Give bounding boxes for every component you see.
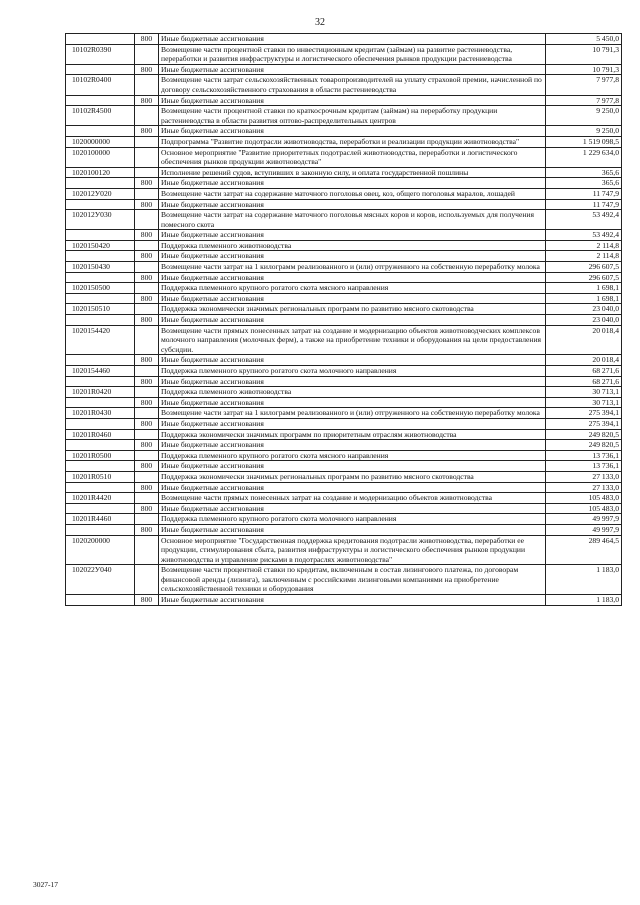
- expense-type-cell: [135, 240, 159, 251]
- amount-cell: 23 040,0: [546, 315, 622, 326]
- code-cell: [66, 34, 135, 45]
- code-cell: 10201R0430: [66, 408, 135, 419]
- description-cell: Иные бюджетные ассигнования: [159, 272, 546, 283]
- code-cell: 1020150420: [66, 240, 135, 251]
- code-cell: [66, 64, 135, 75]
- amount-cell: 2 114,8: [546, 240, 622, 251]
- table-row: [66, 355, 622, 366]
- expense-type-cell: 800: [135, 355, 159, 366]
- amount-cell: 10 791,3: [546, 44, 622, 64]
- amount-cell: 1 183,0: [546, 595, 622, 606]
- expense-type-cell: 800: [135, 315, 159, 326]
- amount-cell: 20 018,4: [546, 325, 622, 355]
- table-row: [66, 408, 622, 419]
- amount-cell: 275 394,1: [546, 408, 622, 419]
- description-cell: Возмещение части процентной ставки по инвестиционным кредитам (займам) на развитие растениеводства, переработки и развития инфраструктуры и логистического обеспечения рынков продукции растениеводства: [159, 44, 546, 64]
- expense-type-cell: [135, 493, 159, 504]
- description-cell: Иные бюджетные ассигнования: [159, 461, 546, 472]
- description-cell: Возмещение части процентной ставки по краткосрочным кредитам (займам) на переработку продукции растениеводства в области развития оптово-распределительных центров: [159, 106, 546, 126]
- description-cell: Иные бюджетные ассигнования: [159, 178, 546, 189]
- amount-cell: 13 736,1: [546, 450, 622, 461]
- table-row: [66, 178, 622, 189]
- description-cell: Поддержка племенного крупного рогатого скота молочного направления: [159, 514, 546, 525]
- code-cell: 102012У020: [66, 188, 135, 199]
- expense-type-cell: [135, 535, 159, 565]
- expense-type-cell: [135, 565, 159, 595]
- code-cell: [66, 272, 135, 283]
- expense-type-cell: [135, 106, 159, 126]
- expense-type-cell: 800: [135, 482, 159, 493]
- code-cell: 10201R0510: [66, 471, 135, 482]
- table-row: [66, 595, 622, 606]
- amount-cell: 289 464,5: [546, 535, 622, 565]
- table-row: [66, 304, 622, 315]
- amount-cell: 1 698,1: [546, 293, 622, 304]
- expense-type-cell: [135, 136, 159, 147]
- code-cell: [66, 315, 135, 326]
- table-row: [66, 429, 622, 440]
- expense-type-cell: 800: [135, 230, 159, 241]
- expense-type-cell: [135, 325, 159, 355]
- expense-type-cell: 800: [135, 126, 159, 137]
- code-cell: [66, 230, 135, 241]
- table-row: [66, 283, 622, 294]
- code-cell: 1020150500: [66, 283, 135, 294]
- description-cell: Иные бюджетные ассигнования: [159, 293, 546, 304]
- amount-cell: 365,6: [546, 178, 622, 189]
- amount-cell: 30 713,1: [546, 397, 622, 408]
- description-cell: Иные бюджетные ассигнования: [159, 95, 546, 106]
- table-row: [66, 565, 622, 595]
- table-row: [66, 136, 622, 147]
- description-cell: Возмещение части прямых понесенных затрат на создание и модернизацию объектов животноводства: [159, 493, 546, 504]
- description-cell: Поддержка племенного животноводства: [159, 240, 546, 251]
- expense-type-cell: [135, 450, 159, 461]
- expense-type-cell: [135, 514, 159, 525]
- description-cell: Возмещение части затрат на 1 килограмм реализованного и (или) отгруженного на собственную переработку молока: [159, 408, 546, 419]
- code-cell: [66, 461, 135, 472]
- expense-type-cell: [135, 44, 159, 64]
- expense-type-cell: 800: [135, 397, 159, 408]
- code-cell: [66, 376, 135, 387]
- amount-cell: 2 114,8: [546, 251, 622, 262]
- page-number: 32: [315, 17, 325, 28]
- description-cell: Поддержка экономически значимых программ по приоритетным отраслям животноводства: [159, 429, 546, 440]
- expense-type-cell: [135, 283, 159, 294]
- description-cell: Поддержка племенного крупного рогатого скота молочного направления: [159, 366, 546, 377]
- code-cell: 1020100120: [66, 167, 135, 178]
- expense-type-cell: [135, 304, 159, 315]
- description-cell: Иные бюджетные ассигнования: [159, 64, 546, 75]
- table-row: [66, 199, 622, 210]
- footer-code: 3027-17: [33, 880, 58, 889]
- table-row: [66, 272, 622, 283]
- description-cell: Подпрограмма "Развитие подотрасли животноводства, переработки и реализации продукции животноводства": [159, 136, 546, 147]
- table-row: [66, 167, 622, 178]
- description-cell: Иные бюджетные ассигнования: [159, 524, 546, 535]
- amount-cell: 9 250,0: [546, 126, 622, 137]
- description-cell: Иные бюджетные ассигнования: [159, 503, 546, 514]
- amount-cell: 53 492,4: [546, 230, 622, 241]
- description-cell: Возмещение части затрат на содержание маточного поголовья овец, коз, общего поголовья маралов, лошадей: [159, 188, 546, 199]
- code-cell: [66, 293, 135, 304]
- expense-type-cell: 800: [135, 418, 159, 429]
- expense-type-cell: [135, 429, 159, 440]
- amount-cell: 1 698,1: [546, 283, 622, 294]
- amount-cell: 49 997,9: [546, 514, 622, 525]
- amount-cell: 11 747,9: [546, 188, 622, 199]
- code-cell: [66, 595, 135, 606]
- table-row: [66, 34, 622, 45]
- table-row: [66, 503, 622, 514]
- amount-cell: 9 250,0: [546, 106, 622, 126]
- description-cell: Основное мероприятие "Развитие приоритетных подотраслей животноводства, переработки и логистического обеспечения рынков продукции животноводства": [159, 147, 546, 167]
- table-row: [66, 293, 622, 304]
- amount-cell: 1 519 098,5: [546, 136, 622, 147]
- description-cell: Возмещение части затрат на 1 килограмм реализованного и (или) отгруженного на собственную переработку молока: [159, 262, 546, 273]
- amount-cell: 249 820,5: [546, 440, 622, 451]
- table-row: [66, 535, 622, 565]
- expense-type-cell: 800: [135, 461, 159, 472]
- code-cell: 10201R0420: [66, 387, 135, 398]
- table-row: [66, 188, 622, 199]
- amount-cell: 275 394,1: [546, 418, 622, 429]
- expense-type-cell: [135, 408, 159, 419]
- code-cell: [66, 199, 135, 210]
- expense-type-cell: 800: [135, 178, 159, 189]
- code-cell: [66, 178, 135, 189]
- code-cell: 1020150510: [66, 304, 135, 315]
- description-cell: Иные бюджетные ассигнования: [159, 418, 546, 429]
- expense-type-cell: 800: [135, 503, 159, 514]
- description-cell: Иные бюджетные ассигнования: [159, 34, 546, 45]
- expense-type-cell: [135, 210, 159, 230]
- description-cell: Возмещение части затрат на содержание маточного поголовья мясных коров и коров, используемых для получения помесного скота: [159, 210, 546, 230]
- code-cell: 10102R0400: [66, 75, 135, 95]
- amount-cell: 11 747,9: [546, 199, 622, 210]
- table-row: [66, 251, 622, 262]
- code-cell: [66, 251, 135, 262]
- table-row: [66, 450, 622, 461]
- table-row: [66, 471, 622, 482]
- expense-type-cell: 800: [135, 95, 159, 106]
- code-cell: [66, 524, 135, 535]
- description-cell: Иные бюджетные ассигнования: [159, 482, 546, 493]
- expense-type-cell: 800: [135, 251, 159, 262]
- table-row: [66, 376, 622, 387]
- expense-type-cell: 800: [135, 293, 159, 304]
- code-cell: 102012У030: [66, 210, 135, 230]
- expense-type-cell: 800: [135, 376, 159, 387]
- code-cell: 10201R0460: [66, 429, 135, 440]
- amount-cell: 68 271,6: [546, 376, 622, 387]
- table-row: [66, 75, 622, 95]
- code-cell: 10201R4420: [66, 493, 135, 504]
- expense-type-cell: [135, 147, 159, 167]
- table-row: [66, 366, 622, 377]
- table-row: [66, 315, 622, 326]
- table-row: [66, 262, 622, 273]
- amount-cell: 105 483,0: [546, 503, 622, 514]
- amount-cell: 27 133,0: [546, 482, 622, 493]
- amount-cell: 249 820,5: [546, 429, 622, 440]
- table-row: [66, 147, 622, 167]
- table-body: [66, 34, 622, 606]
- code-cell: [66, 482, 135, 493]
- table-row: [66, 240, 622, 251]
- code-cell: 10102R4500: [66, 106, 135, 126]
- expense-type-cell: 800: [135, 524, 159, 535]
- amount-cell: 53 492,4: [546, 210, 622, 230]
- expense-type-cell: [135, 188, 159, 199]
- code-cell: 10201R0500: [66, 450, 135, 461]
- table-row: [66, 461, 622, 472]
- description-cell: Иные бюджетные ассигнования: [159, 251, 546, 262]
- expense-type-cell: [135, 366, 159, 377]
- expense-type-cell: 800: [135, 199, 159, 210]
- amount-cell: 13 736,1: [546, 461, 622, 472]
- description-cell: Иные бюджетные ассигнования: [159, 355, 546, 366]
- amount-cell: 7 977,8: [546, 95, 622, 106]
- expense-type-cell: [135, 167, 159, 178]
- description-cell: Иные бюджетные ассигнования: [159, 199, 546, 210]
- description-cell: Возмещение части затрат сельскохозяйственных товаропроизводителей на уплату страховой премии, начисленной по договору сельскохозяйственного страхования в области растениеводства: [159, 75, 546, 95]
- expense-type-cell: 800: [135, 272, 159, 283]
- amount-cell: 27 133,0: [546, 471, 622, 482]
- code-cell: 1020150430: [66, 262, 135, 273]
- table-row: [66, 482, 622, 493]
- expense-type-cell: [135, 471, 159, 482]
- code-cell: [66, 355, 135, 366]
- code-cell: 1020154420: [66, 325, 135, 355]
- code-cell: 1020200000: [66, 535, 135, 565]
- expense-type-cell: [135, 75, 159, 95]
- amount-cell: 296 607,5: [546, 262, 622, 273]
- code-cell: 1020154460: [66, 366, 135, 377]
- description-cell: Возмещение части прямых понесенных затрат на создание и модернизацию объектов животноводческих комплексов молочного направления (молочных ферм), а также на приобретение техники и оборудования на цели предоставления субсидии.: [159, 325, 546, 355]
- amount-cell: 68 271,6: [546, 366, 622, 377]
- description-cell: Иные бюджетные ассигнования: [159, 440, 546, 451]
- amount-cell: 296 607,5: [546, 272, 622, 283]
- amount-cell: 20 018,4: [546, 355, 622, 366]
- expense-type-cell: 800: [135, 64, 159, 75]
- table-row: [66, 524, 622, 535]
- table-row: [66, 106, 622, 126]
- code-cell: [66, 397, 135, 408]
- amount-cell: 1 229 634,0: [546, 147, 622, 167]
- expense-type-cell: [135, 262, 159, 273]
- code-cell: 1020100000: [66, 147, 135, 167]
- table-row: [66, 64, 622, 75]
- amount-cell: 10 791,3: [546, 64, 622, 75]
- table-row: [66, 44, 622, 64]
- code-cell: [66, 503, 135, 514]
- description-cell: Иные бюджетные ассигнования: [159, 315, 546, 326]
- table-row: [66, 514, 622, 525]
- code-cell: 102022У040: [66, 565, 135, 595]
- amount-cell: 7 977,8: [546, 75, 622, 95]
- description-cell: Иные бюджетные ассигнования: [159, 230, 546, 241]
- expense-type-cell: [135, 387, 159, 398]
- table-row: [66, 418, 622, 429]
- amount-cell: 5 450,0: [546, 34, 622, 45]
- table-row: [66, 493, 622, 504]
- description-cell: Поддержка экономически значимых региональных программ по развитию мясного скотоводства: [159, 471, 546, 482]
- expense-type-cell: 800: [135, 595, 159, 606]
- table-row: [66, 440, 622, 451]
- code-cell: [66, 418, 135, 429]
- table-row: [66, 126, 622, 137]
- amount-cell: 105 483,0: [546, 493, 622, 504]
- code-cell: [66, 440, 135, 451]
- code-cell: 1020000000: [66, 136, 135, 147]
- description-cell: Поддержка племенного животноводства: [159, 387, 546, 398]
- code-cell: [66, 126, 135, 137]
- description-cell: Возмещение части процентной ставки по кредитам, включенным в состав лизингового платежа, по договорам финансовой аренды (лизинга), заключенным с российскими лизинговыми компаниями на приобретение сельскохозяйственной техники и оборудования: [159, 565, 546, 595]
- table-row: [66, 210, 622, 230]
- amount-cell: 23 040,0: [546, 304, 622, 315]
- description-cell: Исполнение решений судов, вступивших в законную силу, и оплата государственной пошлины: [159, 167, 546, 178]
- table-row: [66, 387, 622, 398]
- description-cell: Поддержка племенного крупного рогатого скота мясного направления: [159, 450, 546, 461]
- table-row: [66, 95, 622, 106]
- code-cell: 10102R0390: [66, 44, 135, 64]
- expense-type-cell: 800: [135, 34, 159, 45]
- table-row: [66, 325, 622, 355]
- description-cell: Поддержка племенного крупного рогатого скота мясного направления: [159, 283, 546, 294]
- description-cell: Поддержка экономически значимых региональных программ по развитию мясного скотоводства: [159, 304, 546, 315]
- description-cell: Основное мероприятие "Государственная поддержка кредитования подотрасли животноводства, переработки ее продукции, стимулирования сбыта, развития инфраструктуры и логистического обеспечения рынков продукции животноводства и управление рисками в подотраслях животноводства": [159, 535, 546, 565]
- table-row: [66, 230, 622, 241]
- amount-cell: 365,6: [546, 167, 622, 178]
- amount-cell: 30 713,1: [546, 387, 622, 398]
- description-cell: Иные бюджетные ассигнования: [159, 126, 546, 137]
- expense-type-cell: 800: [135, 440, 159, 451]
- table-row: [66, 397, 622, 408]
- description-cell: Иные бюджетные ассигнования: [159, 397, 546, 408]
- description-cell: Иные бюджетные ассигнования: [159, 376, 546, 387]
- amount-cell: 1 183,0: [546, 565, 622, 595]
- amount-cell: 49 997,9: [546, 524, 622, 535]
- code-cell: [66, 95, 135, 106]
- code-cell: 10201R4460: [66, 514, 135, 525]
- budget-table: [65, 33, 622, 606]
- description-cell: Иные бюджетные ассигнования: [159, 595, 546, 606]
